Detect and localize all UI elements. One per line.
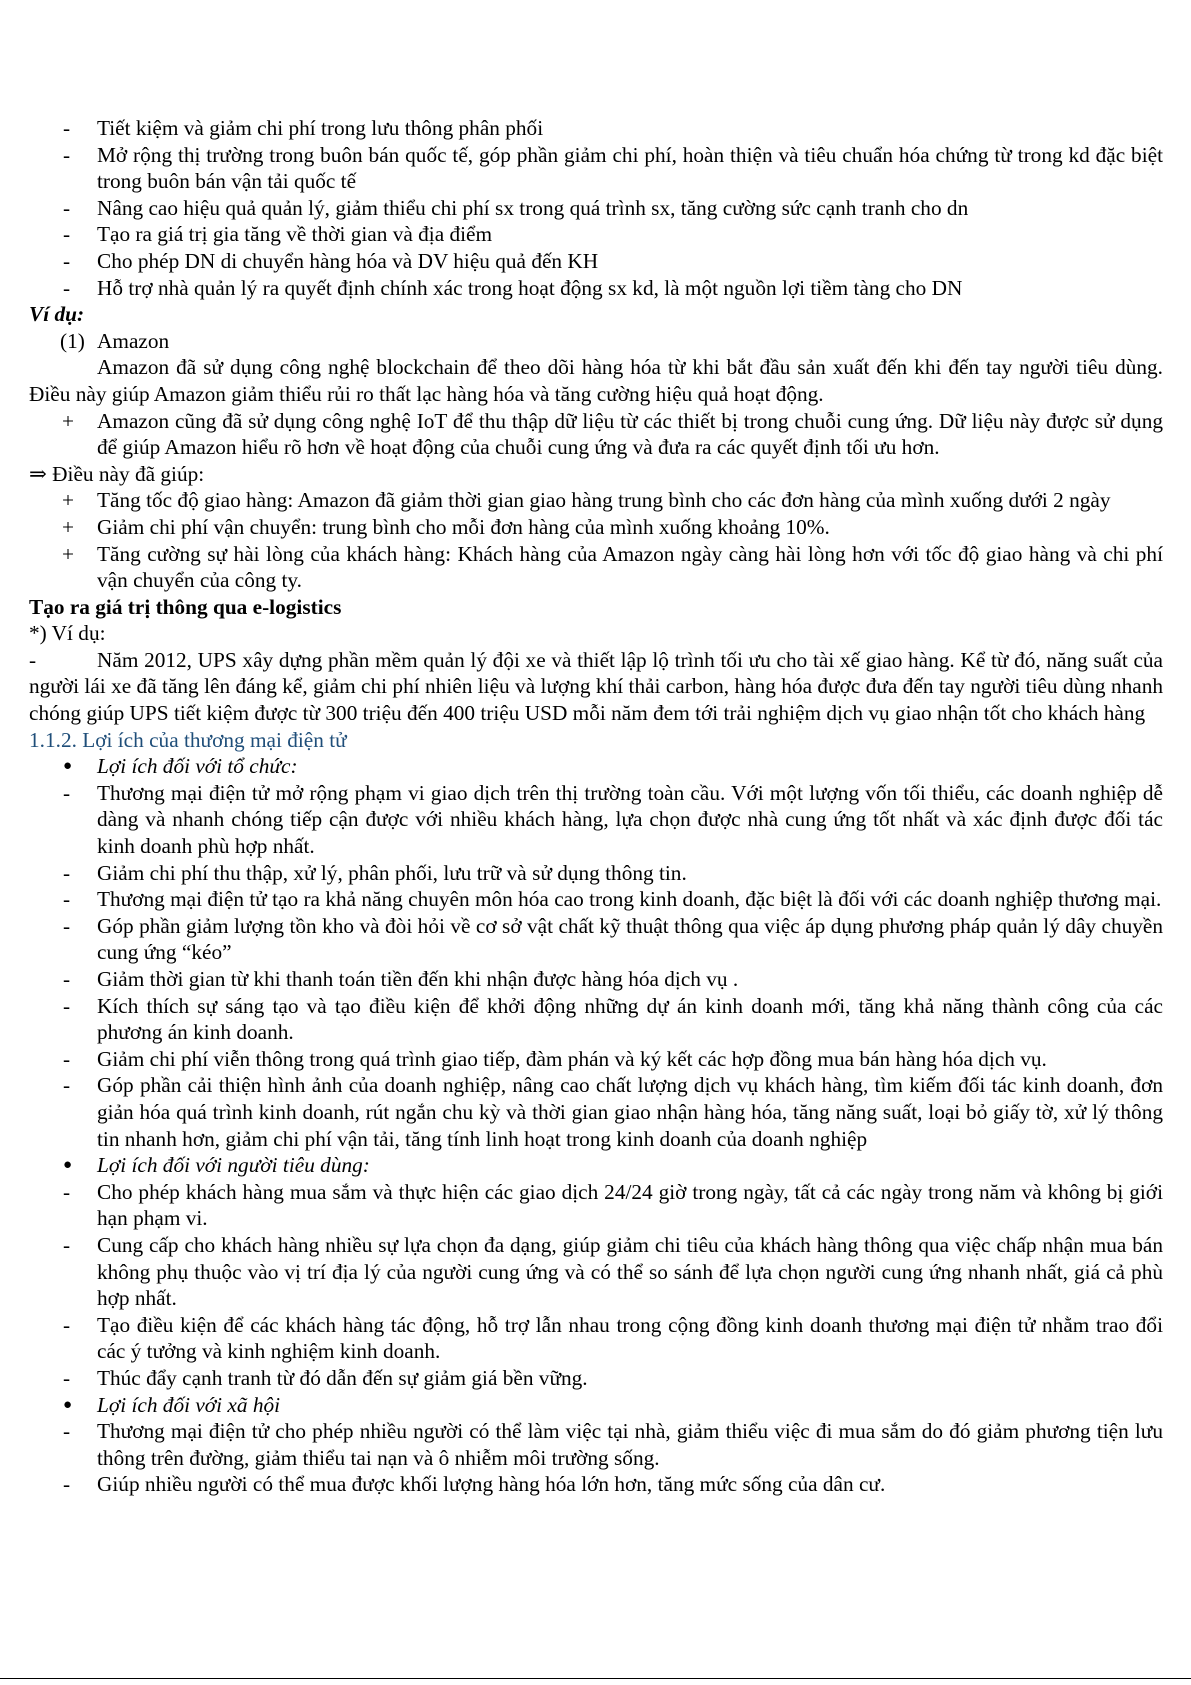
list-item: - Giúp nhiều người có thể mua được khối lượng hàng hóa lớn hơn, tăng mức sống của dân cư. [63,1472,886,1497]
group-title-consumers: ● Lợi ích đối với người tiêu dùng: [63,1153,370,1178]
ecommerce-heading: 1.1.2. Lợi ích của thương mại điện tử [29,727,347,752]
list-item: - Tạo ra giá trị gia tăng về thời gian và địa điểm [63,222,493,247]
list-item: - Hỗ trợ nhà quản lý ra quyết định chính xác trong hoạt động sx kd, là một nguồn lợi tiềm tàng cho DN [63,275,963,300]
dash-marker: - [63,967,71,991]
dash-marker: - [63,1179,71,1204]
group-title-organization: ● Lợi ích đối với tổ chức: [63,754,298,779]
amazon-title: (1) Amazon [60,328,170,353]
list-item: - Mở rộng thị trường trong buôn bán quốc tế, góp phần giảm chi phí, hoàn thiện và tiêu chuẩn hóa chứng từ trong kd đặc biệt trong buôn bán vận tải quốc tế [63,142,1163,194]
dash-marker: - [63,780,71,805]
plus-marker: + [62,541,75,566]
dash-marker: - [63,993,71,1018]
list-item: - Góp phần giảm lượng tồn kho và đòi hỏi về cơ sở vật chất kỹ thuật thông qua việc áp dụng phương pháp quản lý dây chuyền cung ứng “kéo” [63,913,1163,965]
amazon-result-heading: ⇒ Điều này đã giúp: [29,461,205,486]
dash-marker: - [63,195,71,220]
dash-marker: - [63,1073,71,1098]
list-item: - Thương mại điện tử mở rộng phạm vi giao dịch trên thị trường toàn cầu. Với một lượng vốn tối thiểu, các doanh nghiệp dễ dàng và nhanh chóng tiếp cận được với nhiều khách hàng, lựa chọn được nhà cung ứng tốt nhất và xác định được đối tác kinh doanh phù hợp nhất. [63,780,1163,859]
group-title-society: ● Lợi ích đối với xã hội [63,1392,281,1417]
intro-benefits-list [29,115,1163,301]
list-item: + Tăng tốc độ giao hàng: Amazon đã giảm thời gian giao hàng trung bình cho các đơn hàng của mình xuống dưới 2 ngày [62,488,1111,513]
dash-marker: - [63,248,71,273]
dash-marker: - [29,647,37,672]
dash-marker: - [63,860,71,885]
dash-marker: - [63,913,71,938]
example-heading: Ví dụ: [29,302,85,327]
list-item: - Tạo điều kiện để các khách hàng tác động, hỗ trợ lẫn nhau trong cộng đồng kinh doanh thương mại điện tử nhằm trao đổi các ý tưởng và kinh nghiệm kinh doanh. [63,1312,1163,1364]
dash-marker: - [63,1232,71,1257]
list-item: - Thúc đẩy cạnh tranh từ đó dẫn đến sự giảm giá bền vững. [63,1365,588,1390]
dash-marker: - [63,222,71,247]
list-item: + Giảm chi phí vận chuyển: trung bình cho mỗi đơn hàng của mình xuống khoảng 10%. [62,514,830,539]
dash-marker: - [63,1365,71,1390]
dash-marker: - [63,1046,71,1071]
list-item: - Giảm thời gian từ khi thanh toán tiền đến khi nhận được hàng hóa dịch vụ . [63,967,739,991]
list-item: - Nâng cao hiệu quả quản lý, giảm thiểu chi phí sx trong quá trình sx, tăng cường sức cạnh tranh cho dn [63,195,969,220]
list-item: + Tăng cường sự hài lòng của khách hàng: Khách hàng của Amazon ngày càng hài lòng hơn với tốc độ giao hàng và chi phí vận chuyển của công ty. [62,541,1163,593]
list-item: - Thương mại điện tử tạo ra khả năng chuyên môn hóa cao trong kinh doanh, đặc biệt là đối với các doanh nghiệp thương mại. [63,887,1162,912]
amazon-iot-item: + Amazon cũng đã sử dụng công nghệ IoT để thu thập dữ liệu từ các thiết bị trong chuỗi cung ứng. Dữ liệu này được sử dụng để giúp Amazon hiểu rõ hơn về hoạt động của chuỗi cung ứng và đưa ra các quyết định tối ưu hơn. [62,408,1163,460]
list-item: - Cho phép khách hàng mua sắm và thực hiện các giao dịch 24/24 giờ trong ngày, tất cả các ngày trong năm và không bị giới hạn phạm vi. [63,1179,1163,1231]
page-bottom-rule [0,1678,1191,1679]
list-item: - Cho phép DN di chuyển hàng hóa và DV hiệu quả đến KH [63,248,599,273]
plus-marker: + [62,408,75,433]
dash-marker: - [63,1472,71,1497]
dash-marker: - [63,142,71,167]
dash-marker: - [63,116,71,140]
dash-marker: - [63,1419,71,1444]
ups-example-label: *) Ví dụ: [29,621,106,646]
dash-marker: - [63,1312,71,1337]
plus-marker: + [62,488,75,513]
dash-marker: - [63,887,71,912]
bullet-marker: ● [63,1396,73,1413]
amazon-paragraph: Amazon đã sử dụng công nghệ blockchain để theo dõi hàng hóa từ khi bắt đầu sản xuất đến khi đến tay người tiêu dùng. Điều này giúp Amazon giảm thiểu rủi ro thất lạc hàng hóa và tăng cường hiệu quả hoạt động. [29,355,1163,406]
bullet-marker: ● [63,1157,73,1174]
amazon-number: (1) [60,328,85,353]
value-section-heading: Tạo ra giá trị thông qua e-logistics [29,594,342,619]
list-item: - Tiết kiệm và giảm chi phí trong lưu thông phân phối [63,116,544,140]
list-item: - Kích thích sự sáng tạo và tạo điều kiện để khởi động những dự án kinh doanh mới, tăng khả năng thành công của các phương án kinh doanh. [63,993,1163,1045]
list-item: - Giảm chi phí thu thập, xử lý, phân phối, lưu trữ và sử dụng thông tin. [63,860,687,885]
list-item: - Thương mại điện tử cho phép nhiều người có thể làm việc tại nhà, giảm thiểu việc đi mua sắm do đó giảm phương tiện lưu thông trên đường, giảm thiểu tai nạn và ô nhiễm môi trường sống. [63,1419,1163,1470]
list-item: - Cung cấp cho khách hàng nhiều sự lựa chọn đa dạng, giúp giảm chi tiêu của khách hàng thông qua việc chấp nhận mua bán không phụ thuộc vào vị trí địa lý của người cung ứng và có thể so sánh để lựa chọn người cung ứng nhanh nhất, giá cả phù hợp nhất. [63,1232,1163,1311]
bullet-marker: ● [63,758,73,775]
dash-marker: - [63,275,71,300]
list-item: - Giảm chi phí viễn thông trong quá trình giao tiếp, đàm phán và ký kết các hợp đồng mua bán hàng hóa dịch vụ. [63,1046,1047,1071]
plus-marker: + [62,514,75,539]
document-page [29,115,1163,1498]
ups-paragraph: - Năm 2012, UPS xây dựng phần mềm quản lý đội xe và thiết lập lộ trình tối ưu cho tài xế giao hàng. Kể từ đó, năng suất của người lái xe đã tăng lên đáng kể, giảm chi phí nhiên liệu và lượng khí thải carbon, hàng hóa được đưa đến tay người tiêu dùng nhanh chóng giúp UPS tiết kiệm được từ 300 triệu đến 400 triệu USD mỗi năm đem tới trải nghiệm dịch vụ giao nhận tốt cho khách hàng [29,647,1163,726]
list-item: - Góp phần cải thiện hình ảnh của doanh nghiệp, nâng cao chất lượng dịch vụ khách hàng, tìm kiếm đối tác kinh doanh, đơn giản hóa quá trình kinh doanh, rút ngắn chu kỳ và thời gian giao nhận hàng hóa, tăng năng suất, loại bỏ giấy tờ, xử lý thông tin nhanh hơn, giảm chi phí vận tải, tăng tính linh hoạt trong kinh doanh của doanh nghiệp [63,1073,1163,1151]
